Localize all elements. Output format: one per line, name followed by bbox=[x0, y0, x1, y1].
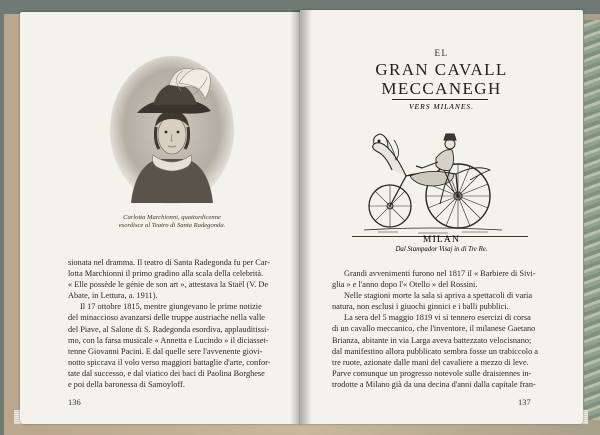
left-page-text bbox=[68, 257, 290, 390]
text-line: Nelle stagioni morte la sala si apriva a spettacoli di varia bbox=[344, 291, 532, 301]
portrait-engraving bbox=[109, 55, 235, 205]
text-line: La sera del 5 maggio 1819 vi si tennero esercizi di corsa bbox=[344, 313, 531, 323]
plate-title: MILAN bbox=[422, 235, 461, 245]
text-line: tre ruote, azionate dalle mani del cavaliere a mezzo di leve. bbox=[332, 357, 529, 367]
heading-small: EL bbox=[434, 48, 449, 58]
caption-line: esordisce al Teatro di Santa Radegonda. bbox=[118, 222, 226, 229]
text-line: notto spiccava il volo verso maggiori battaglie d'arte, confor- bbox=[68, 357, 271, 367]
text-line: glia » e l'anno dopo l'« Otello » del Rossini. bbox=[332, 280, 478, 290]
text-line: e poi della baronessa di Samoyloff. bbox=[68, 380, 185, 390]
text-line: tenne Giovanni Pacini. E dal quelle sere l'avvenente giovi- bbox=[68, 346, 263, 356]
text-line: « Elle possède le génie de son art », attestava la Staël (V. De bbox=[68, 280, 269, 290]
text-line: di un cavallo meccanico, che l'inventore, il milanese Gaetano bbox=[332, 324, 536, 334]
mechanical-horse-engraving bbox=[358, 118, 506, 236]
text-line: lotta Marchionni il primo gradino alla scala della celebrità. bbox=[68, 269, 264, 279]
text-line: dal manifestino allora pubblicato sembra fosse un trabiccolo a bbox=[332, 346, 538, 356]
portrait-caption bbox=[108, 214, 236, 230]
heading-rule bbox=[392, 99, 488, 100]
text-line: Grandi avvenimenti furono nel 1817 il « Barbiere di Sivi- bbox=[344, 269, 536, 278]
text-line: Il 17 ottobre 1815, mentre giungevano le prime notizie bbox=[80, 302, 262, 312]
text-line: del minaccioso avanzarsi delle truppe austriache nella valle bbox=[68, 313, 265, 323]
heading-subtitle: VERS MILANES. bbox=[408, 102, 475, 111]
text-line: mo, con la farsa musicale « Annetta e Lucindo » il diciasset- bbox=[68, 335, 269, 345]
text-line: trodotte a Milano già da una decina d'anni dalla capitale fran- bbox=[332, 379, 536, 389]
page-number-left: 136 bbox=[68, 397, 81, 407]
map-endpaper-edge bbox=[584, 20, 600, 420]
text-line: tate dal successo, e dal viatico dei baci di Paolina Borghese bbox=[68, 368, 265, 378]
text-line: sionata nel dramma. Il teatro di Santa Radegonda fu per Car- bbox=[68, 258, 270, 267]
caption-line: Carlotta Marchionni, quattordicenne bbox=[123, 214, 221, 221]
heading-line-1: GRAN CAVALL bbox=[375, 60, 508, 79]
heading-line-2: MECCANEGH bbox=[381, 79, 502, 98]
page-number-right: 137 bbox=[518, 397, 531, 407]
plate-subtitle: Dal Stampador Visaj in di Tre Re. bbox=[395, 246, 488, 253]
text-line: del Piave, al Salone di S. Radegonda esordiva, applauditissi- bbox=[68, 324, 270, 334]
text-line: Parve comunque un progresso notevole sulle draisiennes in- bbox=[332, 368, 532, 378]
text-line: Abate, in Lettura, a. 1911). bbox=[68, 291, 158, 301]
text-line: Brianza, abitante in via Larga aveva battezzato velocisnano; bbox=[332, 335, 532, 345]
right-page-text bbox=[332, 268, 546, 390]
text-line: natura, non esclusi i giuochi ginnici e i balli pubblici. bbox=[332, 302, 509, 312]
